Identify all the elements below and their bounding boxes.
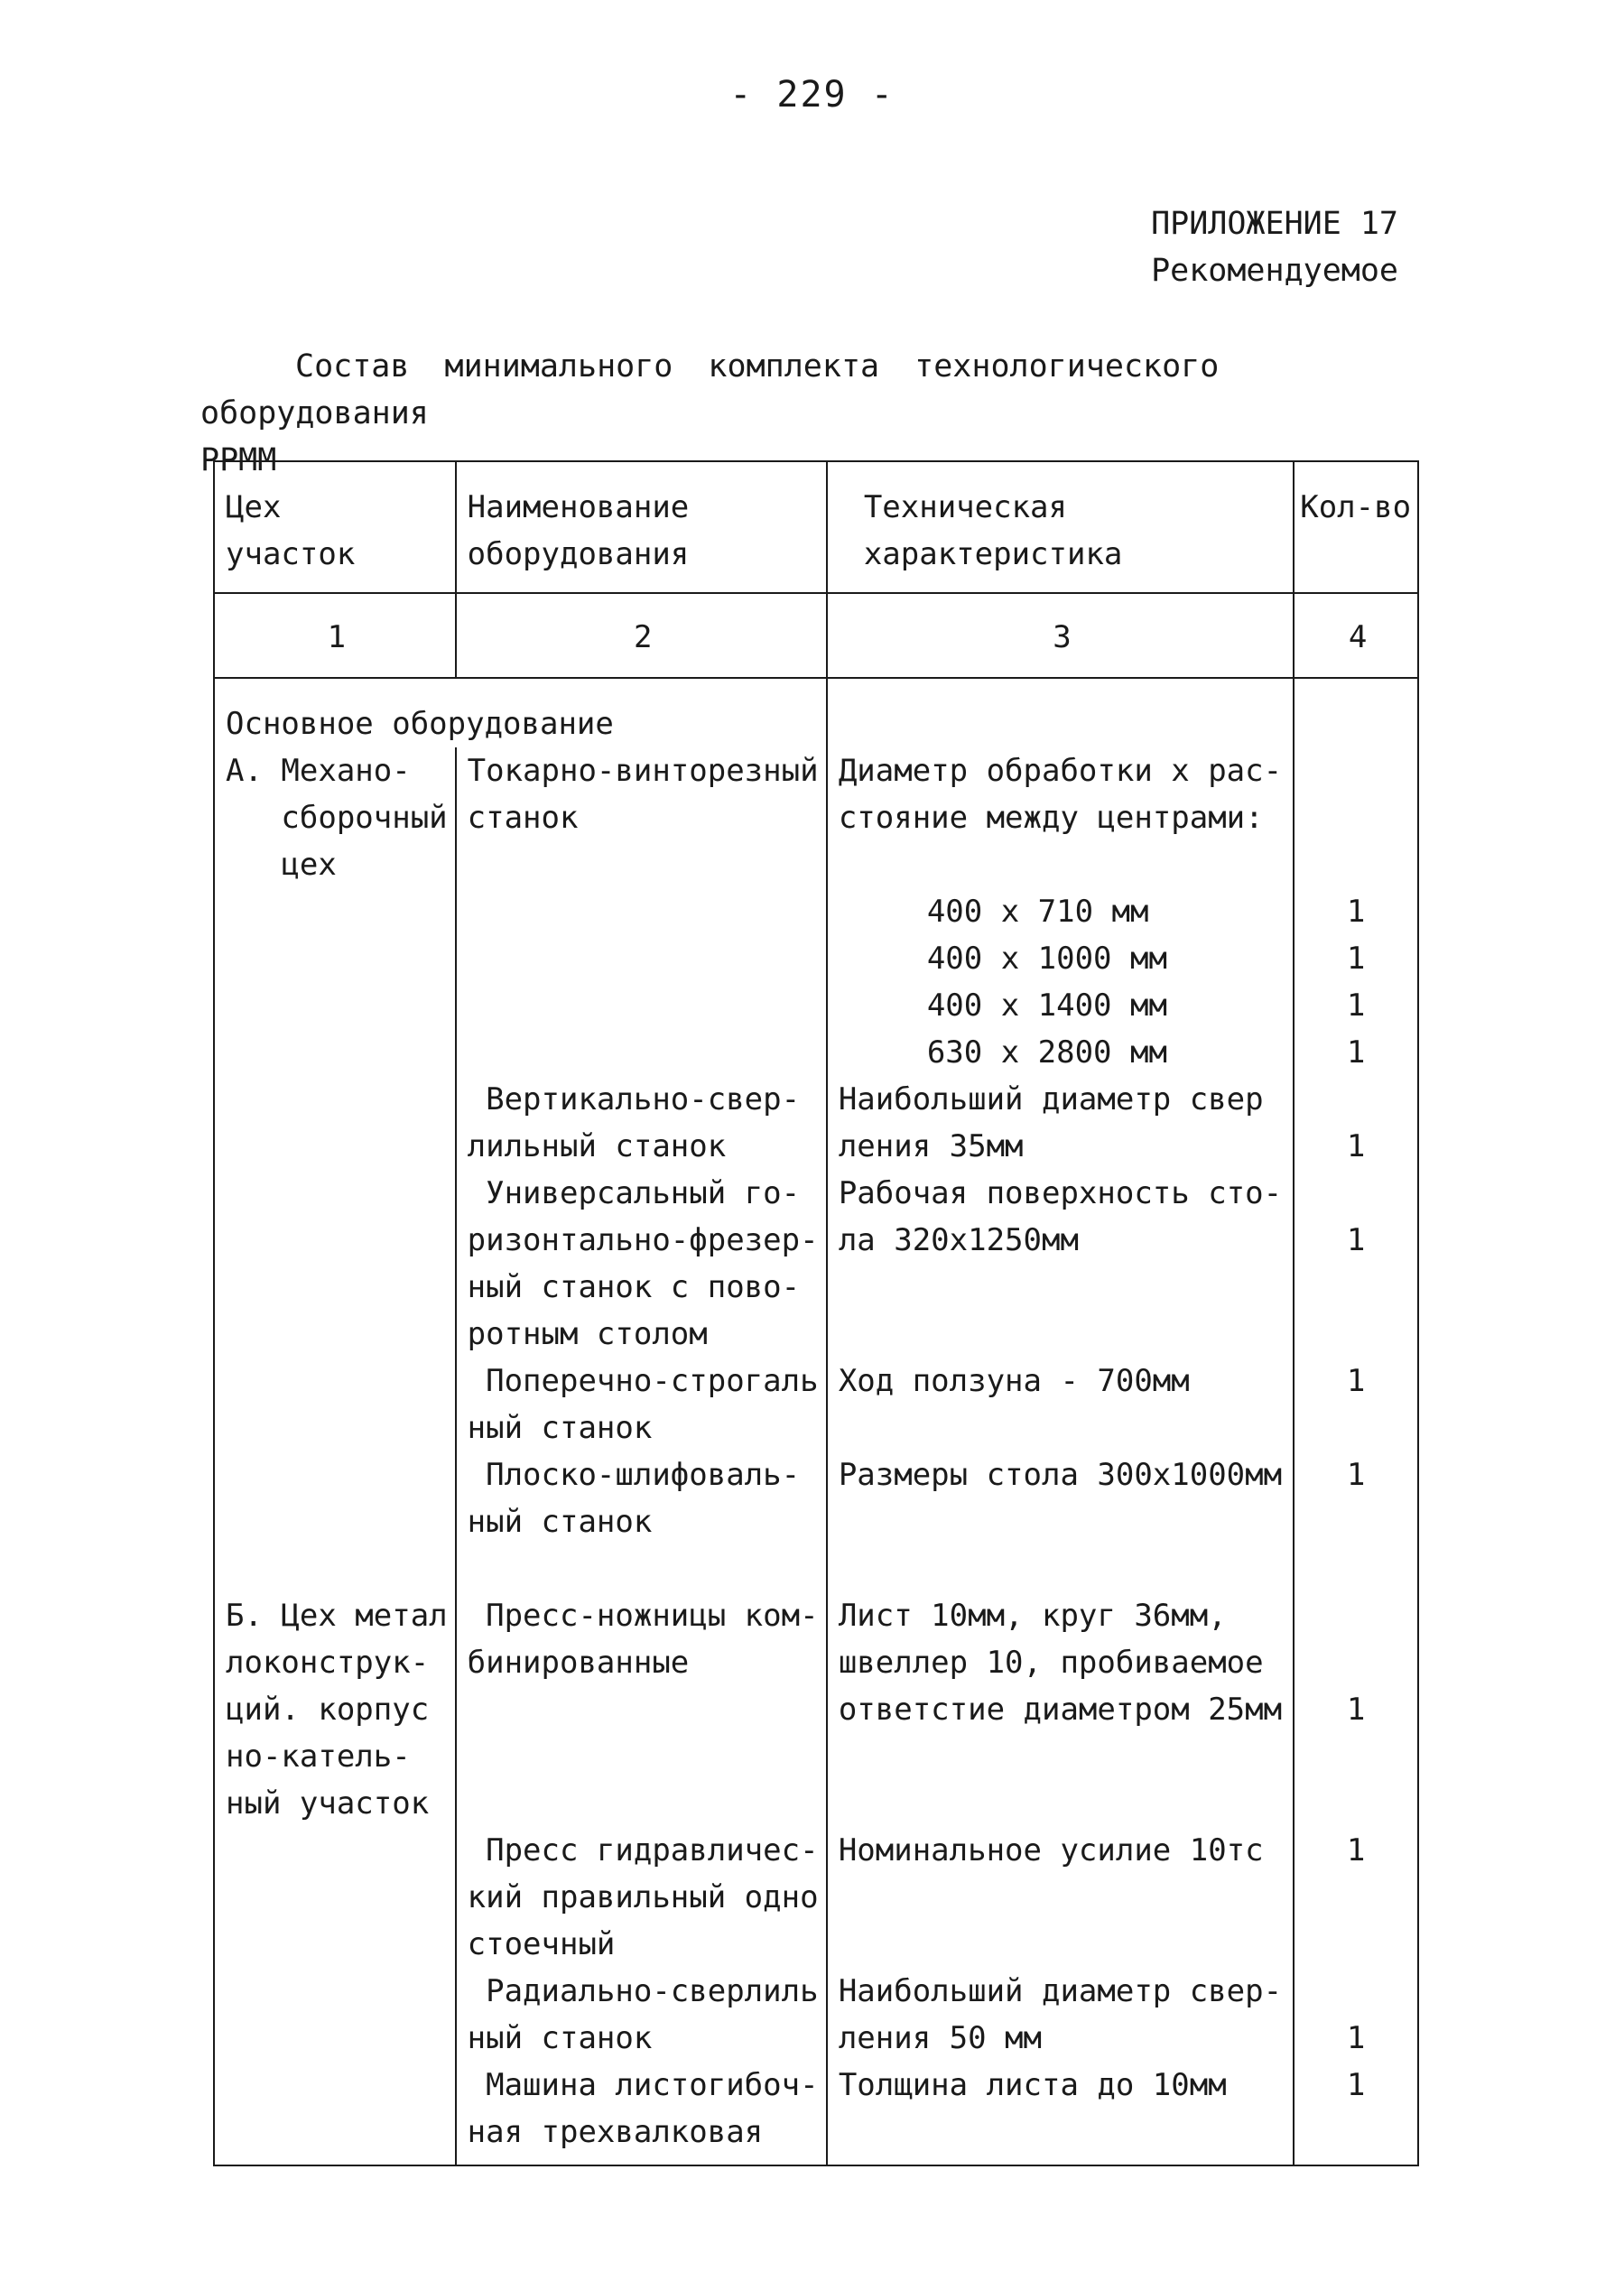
header-technical-spec: Техническая характеристика [827,461,1294,593]
cell-equipment-name: Плоско-шлифоваль- ный станок [456,1451,827,1545]
cell-shop [214,982,456,1029]
cell-technical-spec: Лист 10мм, круг 36мм, швеллер 10, пробиваемое ответстие диаметром 25мм [827,1592,1294,1827]
cell-technical-spec: Ход ползуна - 700мм [827,1358,1294,1451]
cell-shop [214,1358,456,1451]
table-row [214,1827,1418,1968]
table-row [214,1029,1418,1076]
column-number-4: 4 [1294,593,1418,678]
section-spec-empty [827,678,1294,747]
cell-quantity: 1 [1294,935,1418,982]
cell-quantity: 1 [1294,1170,1418,1358]
cell-shop [214,888,456,935]
cell-equipment-name: Токарно-винторезный станок [456,747,827,888]
section-qty-empty [1294,678,1418,747]
cell-quantity: 1 [1294,2062,1418,2165]
table-row [214,982,1418,1029]
cell-equipment-name: Универсальный го- ризонтально-фрезер- ный станок с пово- ротным столом [456,1170,827,1358]
cell-shop [214,1968,456,2062]
cell-quantity: 1 [1294,982,1418,1029]
cell-quantity: 1 [1294,1451,1418,1545]
table-row [214,1451,1418,1545]
cell-equipment-name [456,1029,827,1076]
table-body [214,747,1418,2165]
cell-quantity: 1 [1294,888,1418,935]
spacer-row [214,1545,1418,1592]
cell-equipment-name: Поперечно-строгаль ный станок [456,1358,827,1451]
cell-shop [214,1451,456,1545]
table-row [214,935,1418,982]
cell-equipment-name [456,982,827,1029]
table-row [214,1170,1418,1358]
cell-technical-spec: 400 х 1400 мм [827,982,1294,1029]
appendix-status: Рекомендуемое [1151,253,1398,289]
cell-technical-spec: Диаметр обработки х рас- стояние между центрами: [827,747,1294,888]
spacer-cell [456,1545,827,1592]
cell-quantity: 1 [1294,1827,1418,1968]
column-number-2: 2 [456,593,827,678]
table-row [214,1592,1418,1827]
header-quantity: Кол-во [1294,461,1418,593]
header-equipment-name: Наименование оборудования [456,461,827,593]
page-number: - 229 - [729,74,895,116]
table-row [214,1968,1418,2062]
spacer-cell [1294,1545,1418,1592]
cell-equipment-name: Пресс-ножницы ком- бинированные [456,1592,827,1827]
cell-equipment-name: Пресс гидравличес- кий правильный одно стоечный [456,1827,827,1968]
table-row [214,888,1418,935]
table-row [214,1358,1418,1451]
cell-equipment-name [456,935,827,982]
table-header-row [214,461,1418,593]
spacer-cell [827,1545,1294,1592]
cell-equipment-name: Радиально-сверлиль ный станок [456,1968,827,2062]
cell-equipment-name: Вертикально-свер- лильный станок [456,1076,827,1170]
cell-quantity [1294,747,1418,888]
title-line-1: Состав минимального комплекта технологического оборудования [200,348,1220,431]
cell-quantity: 1 [1294,1029,1418,1076]
cell-quantity: 1 [1294,1076,1418,1170]
column-number-3: 3 [827,593,1294,678]
column-number-1: 1 [214,593,456,678]
spacer-cell [214,1545,456,1592]
cell-quantity: 1 [1294,1968,1418,2062]
equipment-table [213,460,1419,2166]
cell-equipment-name: Машина листогибоч- ная трехвалковая [456,2062,827,2165]
cell-equipment-name [456,888,827,935]
table-row [214,747,1418,888]
title-line-2: РРММ [200,442,277,478]
section-row [214,678,1418,747]
section-main-label: Основное оборудование [214,678,827,747]
cell-shop [214,1076,456,1170]
cell-shop [214,1170,456,1358]
appendix-label: ПРИЛОЖЕНИЕ 17 [1151,206,1398,242]
cell-technical-spec: Наибольший диаметр свер- ления 50 мм [827,1968,1294,2062]
cell-shop: А. Механо- сборочный цех [214,747,456,888]
cell-technical-spec: 630 х 2800 мм [827,1029,1294,1076]
header-shop: Цех участок [214,461,456,593]
cell-shop [214,2062,456,2165]
appendix-header [1151,200,1398,294]
cell-technical-spec: Размеры стола 300х1000мм [827,1451,1294,1545]
cell-technical-spec: Наибольший диаметр свер ления 35мм [827,1076,1294,1170]
table-row [214,2062,1418,2165]
cell-shop [214,935,456,982]
cell-technical-spec: 400 х 710 мм [827,888,1294,935]
cell-technical-spec: Номинальное усилие 10тс [827,1827,1294,1968]
cell-shop [214,1029,456,1076]
cell-quantity: 1 [1294,1592,1418,1827]
table-row [214,1076,1418,1170]
cell-technical-spec: 400 х 1000 мм [827,935,1294,982]
cell-technical-spec: Рабочая поверхность сто- ла 320х1250мм [827,1170,1294,1358]
cell-shop [214,1827,456,1968]
column-number-row [214,593,1418,678]
cell-quantity: 1 [1294,1358,1418,1451]
cell-technical-spec: Толщина листа до 10мм [827,2062,1294,2165]
cell-shop: Б. Цех метал локонструк- ций. корпус но-катель- ный участок [214,1592,456,1827]
